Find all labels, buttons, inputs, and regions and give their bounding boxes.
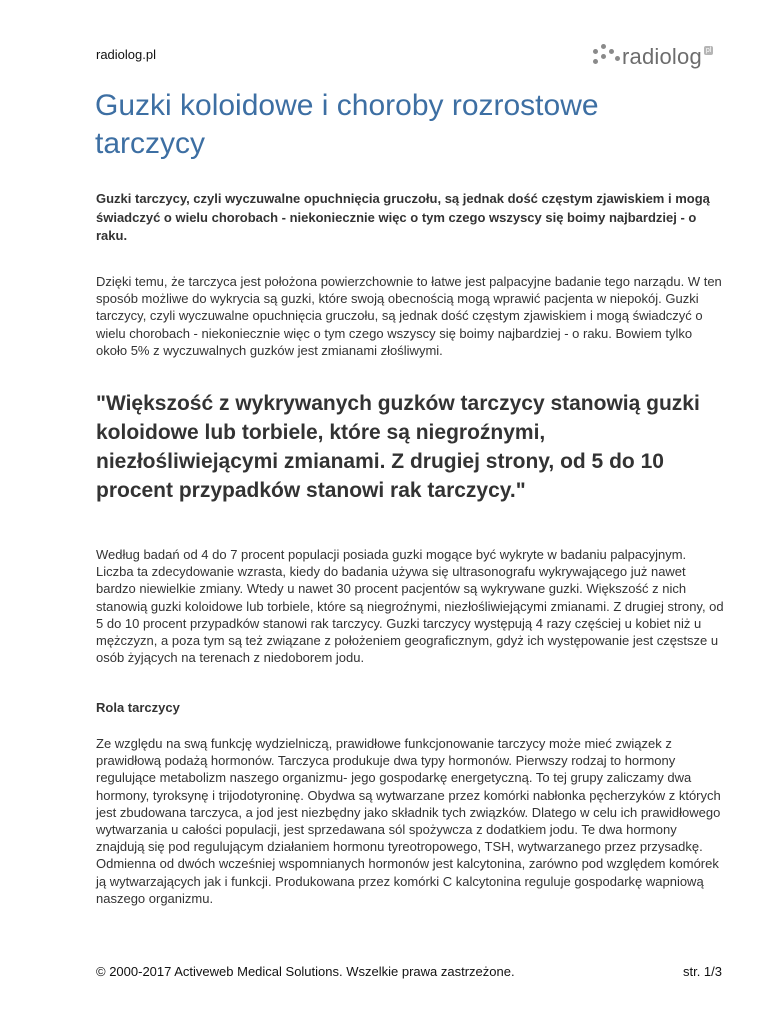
radiolog-logo[interactable] xyxy=(593,43,713,71)
footer-copyright: © 2000-2017 Activeweb Medical Solutions. Wszelkie prawa zastrzeżone. xyxy=(96,964,515,979)
pull-quote: "Większość z wykrywanych guzków tarczycy stanowią guzki koloidowe lub torbiele, które są niegroźnymi, niezłośliwiejącymi zmianami. Z drugiej strony, od 5 do 10 procent przypadków stanowi rak tarczycy." xyxy=(96,392,700,502)
article-lead: Guzki tarczycy, czyli wyczuwalne opuchnięcia gruczołu, są jednak dość częstym zjawiskiem i mogą świadczyć o wielu chorobach - niekoniecznie więc o tym czego wszyscy się boimy najbardziej - o raku. xyxy=(96,191,710,243)
logo-text: radiolog xyxy=(622,44,702,69)
page-number: str. 1/3 xyxy=(682,964,722,979)
logo-badge: pl xyxy=(705,47,712,54)
section-heading: Rola tarczycy xyxy=(96,700,180,715)
paragraph-statistics: Według badań od 4 do 7 procent populacji posiada guzki mogące być wykryte w badaniu palpacyjnym. Liczba ta zdecydowanie wzrasta, kiedy do badania używa się ultrasonografu wykrywającego już nawet bardzo niewielkie zmiany. Wtedy u nawet 30 procent pacjentów są wykrywane guzki. Większość z nich stanowią guzki koloidowe lub torbiele, które są niegroźnymi, niezłośliwiejącymi zmianami. Z drugiej strony, od 5 do 10 procent przypadków stanowi rak tarczycy. Guzki tarczycy występują 4 razy częściej u kobiet niż u mężczyzn, a poza tym są też związane z położeniem geograficznym, gdyż ich występowanie jest częstsze u osób żyjących na terenach z niedoborem jodu. xyxy=(96,547,724,666)
paragraph-intro: Dzięki temu, że tarczyca jest położona powierzchownie to łatwe jest palpacyjne badanie tego narządu. W ten sposób możliwe do wykrycia są guzki, które swoją obecnością mogą wprawić pacjenta w niepokój. Guzki tarczycy, czyli wyczuwalne opuchnięcia gruczołu, są jednak dość częstym zjawiskiem i mogą świadczyć o wielu chorobach - niekoniecznie więc o tym czego wszyscy się boimy najbardziej - o raku. Bowiem tylko około 5% z wyczuwalnych guzków jest zmianami złośliwymi. xyxy=(96,274,722,358)
site-url: radiolog.pl xyxy=(96,47,156,62)
article-title: Guzki koloidowe i choroby rozrostowe tarczycy xyxy=(95,89,599,160)
paragraph-thyroid-role: Ze względu na swą funkcję wydzielniczą, prawidłowe funkcjonowanie tarczycy może mieć związek z prawidłową podażą hormonów. Tarczyca produkuje dwa typy hormonów. Pierwszy rodzaj to hormony regulujące metabolizm naszego organizmu- jego gospodarkę energetyczną. To tej grupy zaliczamy dwa hormony, tyroksynę i trijodotyroninę. Obydwa są wytwarzane przez komórki nabłonka pęcherzyków z których jest zbudowana tarczyca, a jod jest niezbędny jako składnik tych związków. Dlatego w celu ich prawidłowego wytwarzania u całości populacji, jest sprzedawana sól spożywcza z dodatkiem jodu. Te dwa hormony znajdują się pod regulującym działaniem hormonu tyreotropowego, TSH, wytwarzanego przez przysadkę. Odmienna od dwóch wcześniej wspomnianych hormonów jest kalcytonina, zarówno pod względem komórek ją wytwarzających jak i funkcji. Produkowana przez komórki C kalcytonina reguluje gospodarkę wapniową naszego organizmu. xyxy=(96,736,721,906)
logo-dots-icon xyxy=(593,44,621,70)
